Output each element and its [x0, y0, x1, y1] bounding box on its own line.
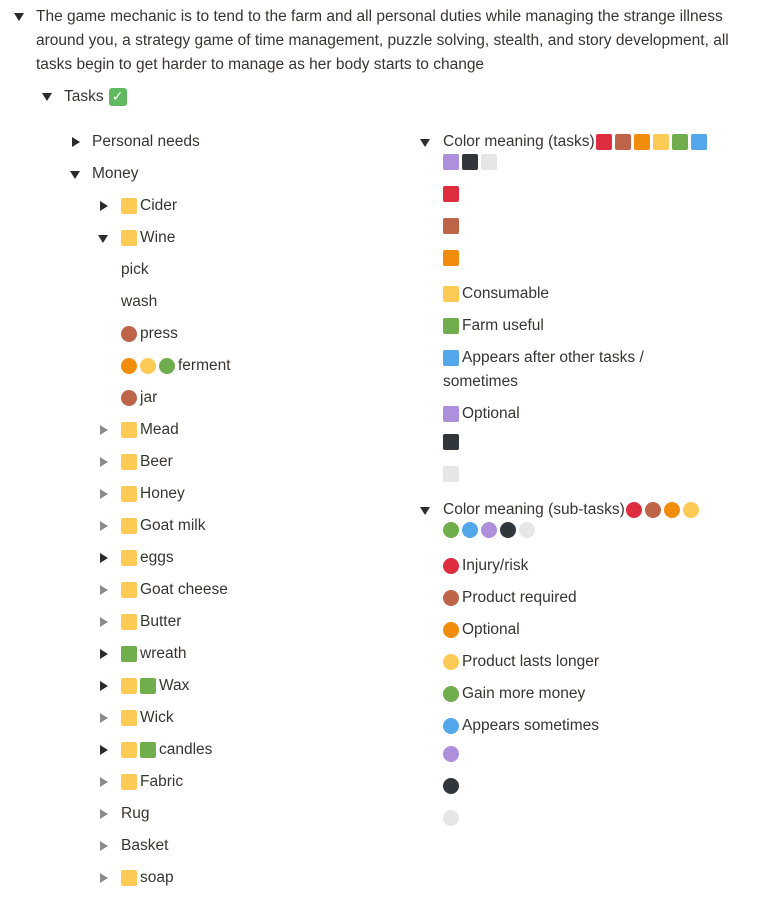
- wax-toggle[interactable]: [100, 681, 108, 691]
- white-circle-icon: [443, 810, 459, 826]
- item-wick[interactable]: [121, 706, 174, 730]
- green-circle-icon: [159, 358, 175, 374]
- fabric-toggle[interactable]: [100, 777, 108, 787]
- blue-square-icon: [443, 350, 459, 366]
- item-label: Personal needs: [92, 133, 200, 150]
- color-subtasks-heading: [443, 498, 702, 522]
- orange-square-icon: [443, 250, 459, 266]
- legend-label: Appears after other tasks /: [462, 349, 644, 366]
- legend-label: Gain more money: [462, 685, 586, 702]
- legend-sub-optional: [443, 618, 520, 642]
- color-tasks-heading: [443, 130, 710, 154]
- yellow-square-icon: [121, 518, 137, 534]
- item-label: eggs: [140, 549, 174, 566]
- yellow-square-icon: [443, 286, 459, 302]
- green-circle-icon: [443, 686, 459, 702]
- cider-toggle[interactable]: [100, 201, 108, 211]
- brown-circle-icon: [121, 390, 137, 406]
- orange-circle-icon: [664, 502, 680, 518]
- step-label: press: [140, 325, 178, 342]
- orange-circle-icon: [121, 358, 137, 374]
- butter-toggle[interactable]: [100, 617, 108, 627]
- personal-needs-toggle[interactable]: [72, 137, 80, 147]
- item-beer[interactable]: [121, 450, 173, 474]
- black-square-icon: [462, 154, 478, 170]
- black-circle-icon: [500, 522, 516, 538]
- yellow-circle-icon: [443, 654, 459, 670]
- item-label: Cider: [140, 197, 178, 214]
- item-label: Rug: [121, 805, 150, 822]
- legend-white-square: [443, 466, 462, 482]
- brown-square-icon: [443, 218, 459, 234]
- yellow-square-icon: [121, 742, 137, 758]
- legend-injury: [443, 554, 528, 578]
- check-mark-icon: ✓: [109, 88, 127, 106]
- yellow-square-icon: [121, 678, 137, 694]
- yellow-square-icon: [121, 198, 137, 214]
- heading-label: Color meaning (tasks): [443, 133, 595, 150]
- item-cider[interactable]: [121, 194, 177, 218]
- mead-toggle[interactable]: [100, 425, 108, 435]
- item-candles[interactable]: [121, 738, 212, 762]
- green-square-icon: [140, 742, 156, 758]
- legend-label: Product required: [462, 589, 577, 606]
- yellow-square-icon: [121, 614, 137, 630]
- beer-toggle[interactable]: [100, 457, 108, 467]
- green-square-icon: [140, 678, 156, 694]
- purple-square-icon: [443, 406, 459, 422]
- legend-label: Product lasts longer: [462, 653, 599, 670]
- item-label: Basket: [121, 837, 169, 854]
- white-circle-icon: [519, 522, 535, 538]
- item-label: Goat milk: [140, 517, 206, 534]
- wine-step-pick: [121, 258, 149, 282]
- item-label: candles: [159, 741, 213, 758]
- red-circle-icon: [443, 558, 459, 574]
- legend-white-circle: [443, 810, 462, 826]
- color-tasks-toggle[interactable]: [420, 139, 430, 147]
- tasks-toggle[interactable]: [42, 93, 52, 101]
- item-personal-needs[interactable]: [92, 130, 200, 154]
- blue-circle-icon: [443, 718, 459, 734]
- red-square-icon: [596, 134, 612, 150]
- yellow-circle-icon: [140, 358, 156, 374]
- yellow-square-icon: [121, 774, 137, 790]
- yellow-square-icon: [121, 582, 137, 598]
- legend-appears-sometimes: [443, 714, 599, 738]
- item-wreath[interactable]: [121, 642, 187, 666]
- wine-toggle[interactable]: [98, 235, 108, 243]
- item-money[interactable]: [92, 162, 139, 186]
- item-honey[interactable]: [121, 482, 185, 506]
- black-circle-icon: [443, 778, 459, 794]
- tasks-heading-label: Tasks: [64, 88, 104, 105]
- purple-square-icon: [443, 154, 459, 170]
- item-label: Wick: [140, 709, 174, 726]
- legend-label: Optional: [462, 621, 520, 638]
- item-label: Goat cheese: [140, 581, 228, 598]
- wine-step-wash: [121, 290, 157, 314]
- intro-toggle[interactable]: [14, 13, 24, 21]
- goat-milk-toggle[interactable]: [100, 521, 108, 531]
- color-subtasks-toggle[interactable]: [420, 507, 430, 515]
- yellow-square-icon: [121, 550, 137, 566]
- legend-label: Injury/risk: [462, 557, 529, 574]
- wine-step-press: [121, 322, 178, 346]
- item-label: Fabric: [140, 773, 184, 790]
- yellow-square-icon: [653, 134, 669, 150]
- step-label: wash: [121, 293, 158, 310]
- yellow-square-icon: [121, 870, 137, 886]
- brown-circle-icon: [443, 590, 459, 606]
- intro-paragraph: The game mechanic is to tend to the farm and all personal duties while managing the strange illness around you, a strategy game of time management, puzzle solving, stealth, and story development, all tasks begin to get harder to manage as her body starts to change: [36, 8, 729, 73]
- item-eggs[interactable]: [121, 546, 174, 570]
- orange-circle-icon: [443, 622, 459, 638]
- legend-black-square: [443, 434, 462, 450]
- item-fabric[interactable]: [121, 770, 183, 794]
- candles-toggle[interactable]: [100, 745, 108, 755]
- yellow-circle-icon: [683, 502, 699, 518]
- yellow-square-icon: [121, 230, 137, 246]
- item-wax[interactable]: [121, 674, 189, 698]
- item-label: Honey: [140, 485, 185, 502]
- yellow-square-icon: [121, 486, 137, 502]
- legend-orange-square: [443, 250, 462, 266]
- item-wine[interactable]: [121, 226, 175, 250]
- eggs-toggle[interactable]: [100, 553, 108, 563]
- blue-circle-icon: [462, 522, 478, 538]
- item-label: Mead: [140, 421, 179, 438]
- basket-toggle[interactable]: [100, 841, 108, 851]
- rug-toggle[interactable]: [100, 809, 108, 819]
- purple-circle-icon: [481, 522, 497, 538]
- legend-black-circle: [443, 778, 462, 794]
- legend-gain-money: [443, 682, 585, 706]
- legend-product-lasts: [443, 650, 599, 674]
- green-square-icon: [443, 318, 459, 334]
- blue-square-icon: [691, 134, 707, 150]
- soap-toggle[interactable]: [100, 873, 108, 883]
- legend-label: Farm useful: [462, 317, 544, 334]
- item-label: Wax: [159, 677, 190, 694]
- purple-circle-icon: [443, 746, 459, 762]
- yellow-square-icon: [121, 422, 137, 438]
- item-label: Money: [92, 165, 139, 182]
- wick-toggle[interactable]: [100, 713, 108, 723]
- item-basket[interactable]: [121, 834, 168, 858]
- color-tasks-heading-cont: [443, 154, 500, 170]
- yellow-square-icon: [121, 710, 137, 726]
- item-label: Wine: [140, 229, 176, 246]
- legend-purple-circle: [443, 746, 462, 762]
- white-square-icon: [481, 154, 497, 170]
- green-square-icon: [672, 134, 688, 150]
- legend-red-square: [443, 186, 462, 202]
- legend-label: Appears sometimes: [462, 717, 599, 734]
- wine-step-jar: [121, 386, 157, 410]
- item-goat-milk[interactable]: [121, 514, 205, 538]
- legend-consumable: [443, 282, 549, 306]
- item-soap[interactable]: [121, 866, 174, 890]
- legend-label: Consumable: [462, 285, 550, 302]
- item-label: soap: [140, 869, 174, 886]
- green-square-icon: [121, 646, 137, 662]
- item-rug[interactable]: [121, 802, 149, 826]
- wine-step-ferment: [121, 354, 231, 378]
- money-toggle[interactable]: [70, 171, 80, 179]
- legend-brown-square: [443, 218, 462, 234]
- red-square-icon: [443, 186, 459, 202]
- green-circle-icon: [443, 522, 459, 538]
- legend-product-required: [443, 586, 577, 610]
- item-mead[interactable]: [121, 418, 179, 442]
- color-subtasks-heading-cont: [443, 522, 538, 538]
- step-label: ferment: [178, 357, 231, 374]
- item-goat-cheese[interactable]: [121, 578, 228, 602]
- honey-toggle[interactable]: [100, 489, 108, 499]
- legend-farm-useful: [443, 314, 544, 338]
- heading-label: Color meaning (sub-tasks): [443, 501, 625, 518]
- orange-square-icon: [634, 134, 650, 150]
- tasks-heading: [64, 85, 127, 109]
- legend-label: Optional: [462, 405, 520, 422]
- brown-square-icon: [615, 134, 631, 150]
- brown-circle-icon: [121, 326, 137, 342]
- white-square-icon: [443, 466, 459, 482]
- item-butter[interactable]: [121, 610, 181, 634]
- step-label: pick: [121, 261, 149, 278]
- red-circle-icon: [626, 502, 642, 518]
- legend-optional: [443, 402, 520, 426]
- brown-circle-icon: [645, 502, 661, 518]
- wreath-toggle[interactable]: [100, 649, 108, 659]
- legend-appears-after-cont: [443, 370, 518, 394]
- step-label: jar: [140, 389, 158, 406]
- yellow-square-icon: [121, 454, 137, 470]
- item-label: Beer: [140, 453, 173, 470]
- goat-cheese-toggle[interactable]: [100, 585, 108, 595]
- item-label: wreath: [140, 645, 187, 662]
- item-label: Butter: [140, 613, 182, 630]
- black-square-icon: [443, 434, 459, 450]
- legend-appears-after: [443, 346, 644, 370]
- legend-label: sometimes: [443, 373, 518, 390]
